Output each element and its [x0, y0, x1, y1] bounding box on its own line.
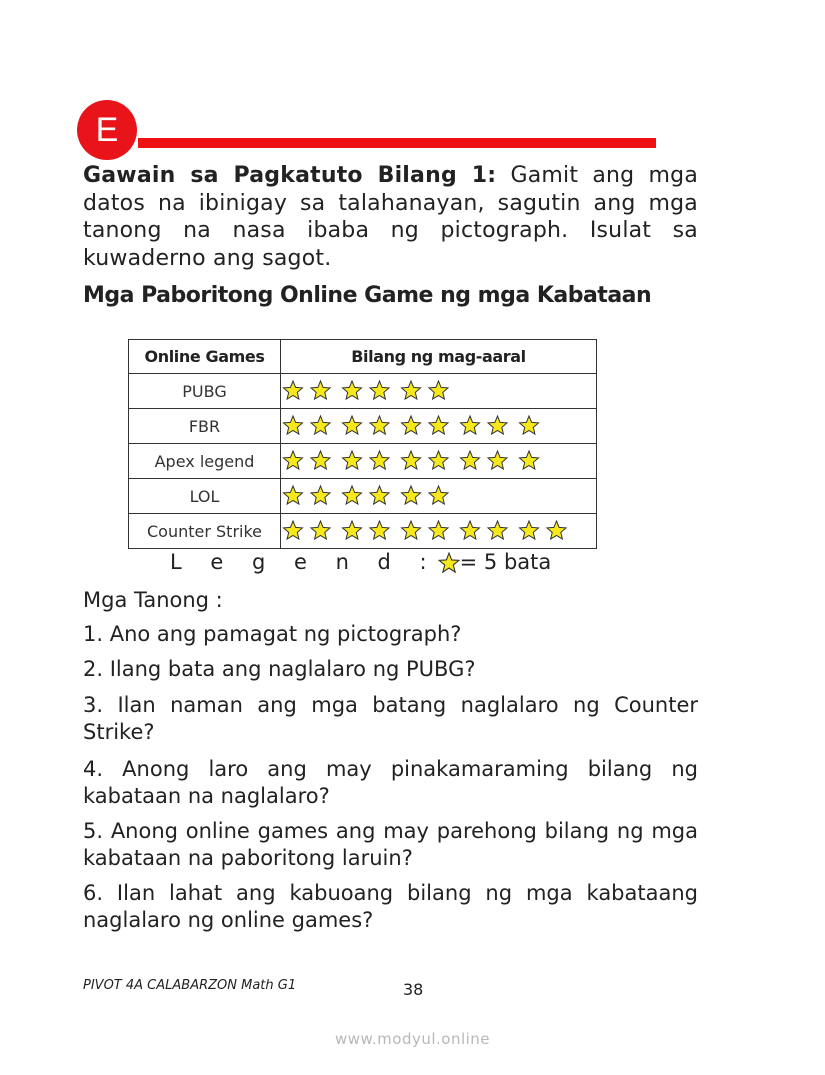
question-4: 4. Anong laro ang may pinakamaraming bilang ng kabataan na naglalaro?	[83, 757, 698, 808]
star-icon	[370, 416, 389, 434]
star-icon	[343, 521, 362, 539]
star-icon	[547, 521, 566, 539]
legend	[170, 550, 551, 574]
game-name: Counter Strike	[129, 514, 281, 549]
star-icon	[284, 486, 303, 504]
star-icon	[370, 381, 389, 399]
star-row	[281, 446, 595, 476]
table-row	[129, 444, 597, 479]
game-name: FBR	[129, 409, 281, 444]
table-row	[129, 374, 597, 409]
star-cell	[281, 479, 597, 514]
game-name: PUBG	[129, 374, 281, 409]
star-icon	[488, 451, 507, 469]
star-icon	[284, 521, 303, 539]
star-icon	[429, 381, 448, 399]
star-icon	[370, 486, 389, 504]
star-icon	[461, 416, 480, 434]
footer-source: PIVOT 4A CALABARZON Math G1	[83, 978, 297, 993]
star-cell	[281, 444, 597, 479]
star-icon	[311, 486, 330, 504]
pictograph-title: Mga Paboritong Online Game ng mga Kabataan	[83, 283, 652, 308]
star-icon	[402, 416, 421, 434]
table-row	[129, 409, 597, 444]
star-icon	[311, 416, 330, 434]
game-name: Apex legend	[129, 444, 281, 479]
star-icon	[429, 416, 448, 434]
star-cell	[281, 409, 597, 444]
header-online-games: Online Games	[129, 340, 281, 374]
star-icon	[438, 552, 460, 574]
star-icon	[461, 521, 480, 539]
game-name: LOL	[129, 479, 281, 514]
question-1: 1. Ano ang pamagat ng pictograph?	[83, 622, 462, 646]
star-icon	[429, 486, 448, 504]
star-row	[281, 376, 595, 406]
star-icon	[402, 381, 421, 399]
legend-value: = 5 bata	[459, 550, 552, 574]
legend-label: L e g e n d :	[170, 550, 438, 574]
section-badge: E	[77, 100, 137, 160]
star-icon	[311, 521, 330, 539]
intro-paragraph	[83, 162, 698, 272]
intro-text: Gamit ang mga datos na ibinigay sa talahanayan, sagutin ang mga tanong na nasa ibaba ng pictograph. Isulat sa kuwaderno ang sagot.	[83, 163, 698, 271]
star-icon	[343, 416, 362, 434]
star-row	[281, 481, 595, 511]
star-icon	[284, 416, 303, 434]
table-row	[129, 514, 597, 549]
star-icon	[311, 381, 330, 399]
star-icon	[402, 486, 421, 504]
activity-title: Gawain sa Pagkatuto Bilang 1:	[83, 163, 497, 188]
header-bilang: Bilang ng mag-aaral	[281, 340, 597, 374]
star-icon	[520, 416, 539, 434]
star-icon	[370, 451, 389, 469]
star-icon	[520, 521, 539, 539]
section-divider	[138, 138, 656, 148]
star-icon	[461, 451, 480, 469]
star-icon	[402, 451, 421, 469]
star-icon	[284, 381, 303, 399]
star-icon	[343, 451, 362, 469]
star-icon	[343, 381, 362, 399]
star-cell	[281, 514, 597, 549]
page-number: 38	[403, 980, 424, 999]
star-cell	[281, 374, 597, 409]
questions-heading: Mga Tanong :	[83, 588, 223, 612]
star-icon	[488, 416, 507, 434]
star-icon	[370, 521, 389, 539]
pictograph-table	[128, 339, 597, 549]
question-5: 5. Anong online games ang may parehong bilang ng mga kabataan na paboritong laruin?	[83, 819, 698, 870]
star-icon	[402, 521, 421, 539]
question-2: 2. Ilang bata ang naglalaro ng PUBG?	[83, 657, 476, 681]
star-icon	[343, 486, 362, 504]
star-icon	[311, 451, 330, 469]
star-icon	[488, 521, 507, 539]
watermark: www.modyul.online	[334, 1030, 491, 1048]
question-3: 3. Ilan naman ang mga batang naglalaro ng Counter Strike?	[83, 693, 698, 744]
star-icon	[429, 451, 448, 469]
star-icon	[520, 451, 539, 469]
star-icon	[284, 451, 303, 469]
question-6: 6. Ilan lahat ang kabuoang bilang ng mga kabataang naglalaro ng online games?	[83, 881, 698, 932]
table-row	[129, 479, 597, 514]
star-row	[281, 411, 595, 441]
star-row	[281, 516, 595, 546]
star-icon	[429, 521, 448, 539]
